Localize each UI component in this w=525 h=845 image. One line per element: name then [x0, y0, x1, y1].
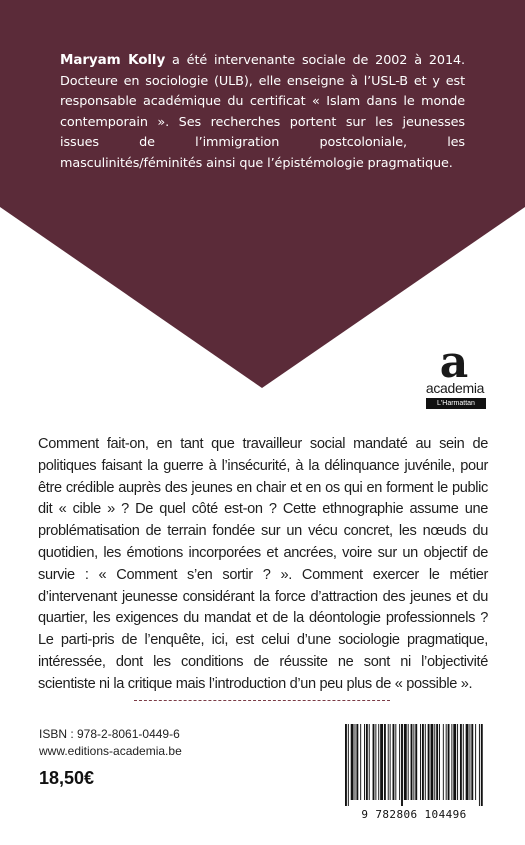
barcode-bar [393, 724, 395, 800]
barcode-bar [364, 724, 365, 800]
barcode-bar [436, 724, 438, 800]
barcode-bar [453, 724, 456, 800]
barcode-bars [341, 720, 486, 808]
barcode-bar [425, 724, 426, 800]
author-name: Maryam Kolly [60, 52, 166, 68]
barcode-bar [479, 724, 480, 806]
barcode-bar [434, 724, 435, 800]
barcode-bar [481, 724, 483, 806]
barcode-bar [431, 724, 434, 800]
barcode-bar [399, 724, 400, 800]
barcode-bar [466, 724, 469, 800]
barcode-bar [457, 724, 458, 800]
barcode-bar [360, 724, 361, 800]
logo-letter: a [439, 337, 469, 388]
barcode-bar [384, 724, 386, 800]
barcode-bar [356, 724, 358, 800]
barcode-bar [428, 724, 430, 800]
barcode-bar [401, 724, 403, 806]
barcode-bar [471, 724, 473, 800]
barcode-bar [390, 724, 391, 800]
author-bio [60, 50, 465, 175]
barcode-bar [348, 724, 349, 806]
barcode-bar [448, 724, 450, 800]
barcode-bar [460, 724, 462, 800]
publisher-logo [418, 337, 492, 407]
author-bio-text: a été intervenante sociale de 2002 à 2014. Docteure en sociologie (ULB), elle enseigne à l’USL-B et y est responsable académique du certificat « Islam dans le monde contemporain ». Ses recherches portent sur les jeunesses issues de l’immigration postcoloniale, les masculinités/féminités ainsi que l’épistémologie pragmatique. [60, 53, 465, 171]
barcode-bar [375, 724, 376, 800]
barcode-number: 9 782806 104496 [361, 808, 467, 821]
barcode-bar [404, 724, 407, 800]
barcode-bar [373, 724, 375, 800]
isbn-text: ISBN : 978-2-8061-0449-6 [39, 727, 180, 741]
barcode-bar [378, 724, 379, 800]
logo-wordmark: academia [425, 380, 485, 396]
price-text: 18,50€ [39, 768, 95, 788]
barcode-bar [415, 724, 417, 800]
barcode-bar [351, 724, 354, 800]
barcode-bar [413, 724, 414, 800]
barcode-bar [369, 724, 370, 800]
barcode-bar [388, 724, 389, 800]
barcode-bar [380, 724, 383, 800]
barcode-bar [395, 724, 396, 800]
barcode-bar [469, 724, 470, 800]
barcode-bar [451, 724, 452, 800]
book-summary: Comment fait-on, en tant que travailleur social mandaté au sein de politiques faisant la guerre à l’insécurité, à la délinquance juvénile, pour être crédible auprès des jeunes en chair et en os qui en forment le public dit « cible » ? De quel côté est-on ? Cette ethnographie assume une problématisation de terrain fondée sur un vécu concret, les nœuds du quotidien, les émotions incorporées et ancrées, voire sur un objectif de survie : « Comment s’en sortir ? ». Comment exercer le métier d’intervenant jeunesse considérant la force d’attraction des jeunes et du quartier, les exigences du mandat et de la déontologie professionnels ? Le parti-pris de l’enquête, ici, est celui d’une sociologie pragmatique, intéressée, dont les conditions de réussite ne sont ni l’objectivité scientiste ni la critique mais l’introduction d’un peu plus de « possible ». [38, 436, 488, 692]
barcode-bar [345, 724, 347, 806]
logo-publisher-label: L'Harmattan [426, 398, 486, 409]
barcode-bar [446, 724, 447, 800]
dashed-divider [134, 700, 390, 701]
barcode-bar [439, 724, 440, 800]
barcode-bar [366, 724, 368, 800]
website-text: www.editions-academia.be [39, 744, 182, 758]
barcode-bar [422, 724, 424, 800]
barcode-bar [355, 724, 356, 800]
barcode-bar [475, 724, 476, 800]
barcode-bar [411, 724, 413, 800]
barcode-bar [420, 724, 421, 800]
barcode-bar [443, 724, 444, 800]
barcode-bar [463, 724, 464, 800]
barcode-bar [408, 724, 409, 800]
